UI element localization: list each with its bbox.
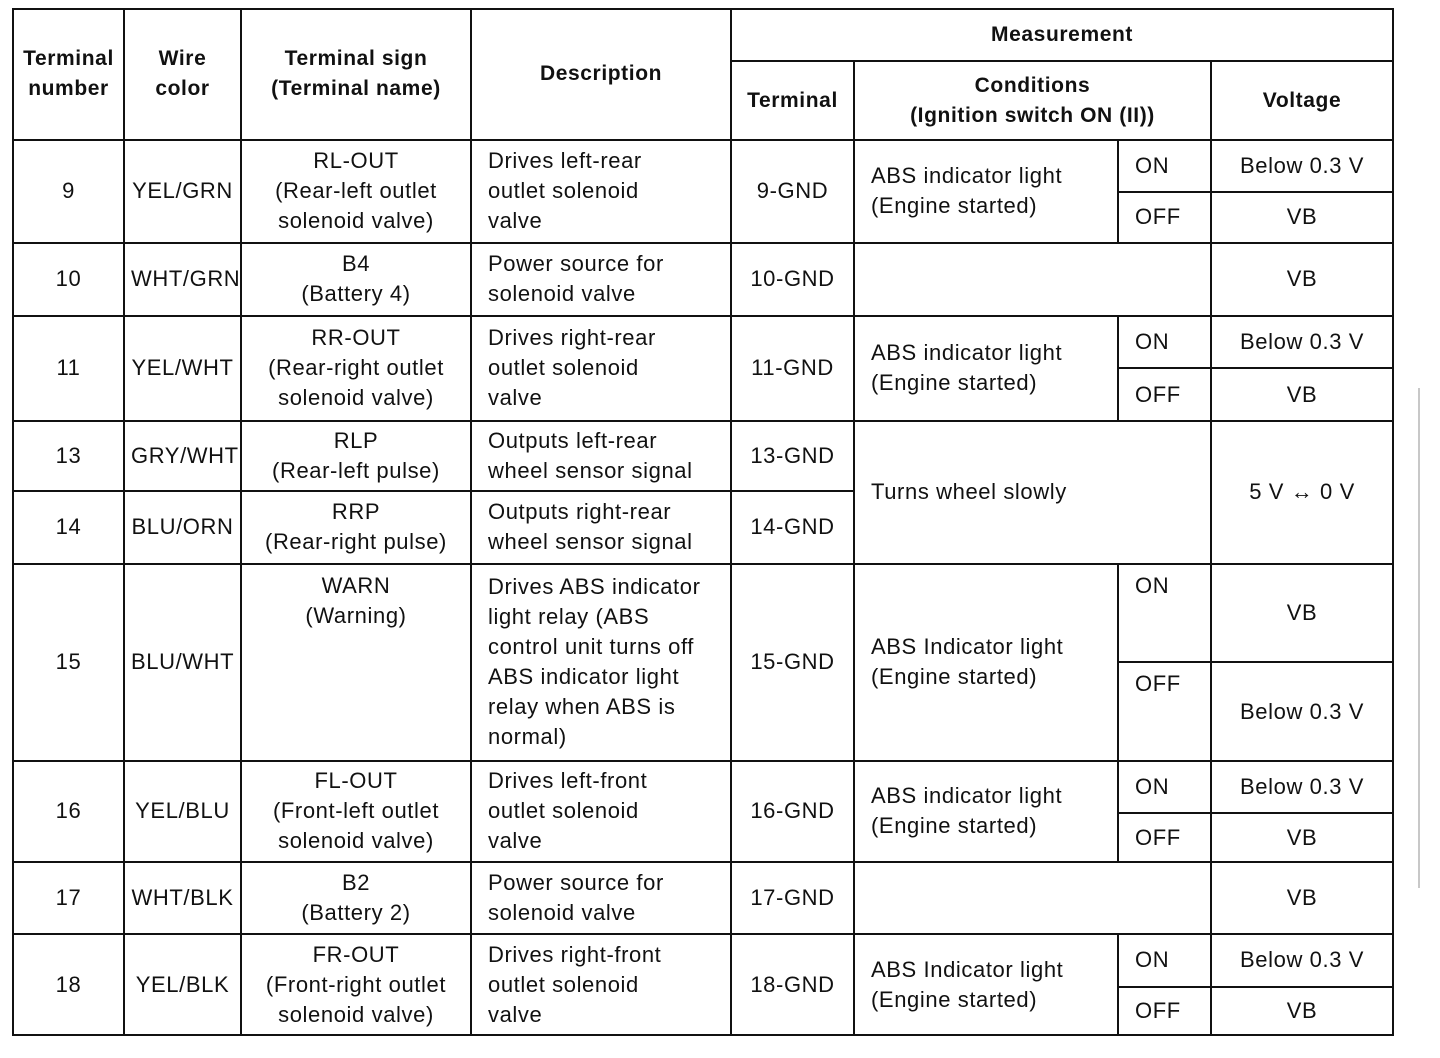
voltage-off: Below 0.3 V [1211,662,1393,761]
terminal-sign: FL-OUT (Front-left outlet solenoid valve) [241,761,471,862]
wire-color: WHT/BLK [124,862,241,934]
measure-terminal: 9-GND [731,140,854,243]
condition: ABS indicator light (Engine started) [854,316,1118,421]
terminal-number: 11 [13,316,124,421]
condition-empty [854,243,1211,317]
state-off: OFF [1118,987,1211,1035]
measure-terminal: 11-GND [731,316,854,421]
condition: ABS indicator light (Engine started) [854,761,1118,862]
terminal-sign: WARN (Warning) [241,564,471,761]
terminal-number: 10 [13,243,124,317]
wire-color: YEL/WHT [124,316,241,421]
col-header-conditions: Conditions (Ignition switch ON (II)) [854,61,1211,140]
voltage-on: Below 0.3 V [1211,316,1393,368]
table-row [13,140,1393,192]
terminal-sign: RLP (Rear-left pulse) [241,421,471,491]
state-on: ON [1118,140,1211,192]
header-row-1 [13,9,1393,61]
table-row [13,934,1393,986]
voltage-on: Below 0.3 V [1211,934,1393,986]
col-header-meas-terminal: Terminal [731,61,854,140]
wire-color: GRY/WHT [124,421,241,491]
col-header-voltage: Voltage [1211,61,1393,140]
voltage: VB [1211,862,1393,934]
description: Drives left-rear outlet solenoid valve [471,140,731,243]
state-off: OFF [1118,192,1211,242]
col-header-terminal-sign: Terminal sign (Terminal name) [241,9,471,140]
table-row [13,761,1393,813]
wire-color: YEL/GRN [124,140,241,243]
voltage-on: Below 0.3 V [1211,761,1393,813]
voltage-off: VB [1211,813,1393,861]
terminal-sign: B2 (Battery 2) [241,862,471,934]
state-on: ON [1118,564,1211,663]
terminal-number: 9 [13,140,124,243]
measure-terminal: 16-GND [731,761,854,862]
condition: ABS Indicator light (Engine started) [854,934,1118,1035]
terminal-number: 13 [13,421,124,491]
table-row [13,421,1393,491]
voltage-off: VB [1211,368,1393,420]
description: Outputs right-rear wheel sensor signal [471,491,731,563]
condition: Turns wheel slowly [854,421,1211,564]
measure-terminal: 13-GND [731,421,854,491]
col-header-wire-color: Wire color [124,9,241,140]
table-row [13,316,1393,368]
condition: ABS indicator light (Engine started) [854,140,1118,243]
col-header-description: Description [471,9,731,140]
margin-scan-line [1418,388,1420,888]
terminal-sign: B4 (Battery 4) [241,243,471,317]
description: Power source for solenoid valve [471,862,731,934]
state-off: OFF [1118,662,1211,761]
measure-terminal: 18-GND [731,934,854,1035]
wire-color: YEL/BLU [124,761,241,862]
terminal-sign: RRP (Rear-right pulse) [241,491,471,563]
terminal-table-sheet [12,8,1392,1036]
terminal-sign: RL-OUT (Rear-left outlet solenoid valve) [241,140,471,243]
voltage-off: VB [1211,987,1393,1035]
table-row [13,862,1393,934]
terminal-sign: RR-OUT (Rear-right outlet solenoid valve) [241,316,471,421]
wire-color: BLU/WHT [124,564,241,761]
state-off: OFF [1118,368,1211,420]
terminal-number: 16 [13,761,124,862]
terminal-number: 18 [13,934,124,1035]
description: Power source for solenoid valve [471,243,731,317]
description: Drives ABS indicator light relay (ABS control unit turns off ABS indicator light relay when ABS is normal) [471,564,731,761]
wire-color: YEL/BLK [124,934,241,1035]
terminal-number: 14 [13,491,124,563]
terminal-measurement-table [12,8,1394,1036]
measure-terminal: 17-GND [731,862,854,934]
voltage: VB [1211,243,1393,317]
description: Outputs left-rear wheel sensor signal [471,421,731,491]
condition-empty [854,862,1211,934]
wire-color: BLU/ORN [124,491,241,563]
description: Drives right-front outlet solenoid valve [471,934,731,1035]
col-header-measurement: Measurement [731,9,1393,61]
voltage-on: Below 0.3 V [1211,140,1393,192]
state-on: ON [1118,761,1211,813]
voltage-on: VB [1211,564,1393,663]
terminal-number: 17 [13,862,124,934]
condition: ABS Indicator light (Engine started) [854,564,1118,761]
measure-terminal: 10-GND [731,243,854,317]
state-on: ON [1118,316,1211,368]
table-row [13,564,1393,663]
terminal-number: 15 [13,564,124,761]
state-on: ON [1118,934,1211,986]
description: Drives right-rear outlet solenoid valve [471,316,731,421]
wire-color: WHT/GRN [124,243,241,317]
table-row [13,243,1393,317]
col-header-terminal-number: Terminal number [13,9,124,140]
terminal-sign: FR-OUT (Front-right outlet solenoid valve) [241,934,471,1035]
voltage-off: VB [1211,192,1393,242]
measure-terminal: 14-GND [731,491,854,563]
measure-terminal: 15-GND [731,564,854,761]
state-off: OFF [1118,813,1211,861]
description: Drives left-front outlet solenoid valve [471,761,731,862]
voltage: 5 V ↔ 0 V [1211,421,1393,564]
